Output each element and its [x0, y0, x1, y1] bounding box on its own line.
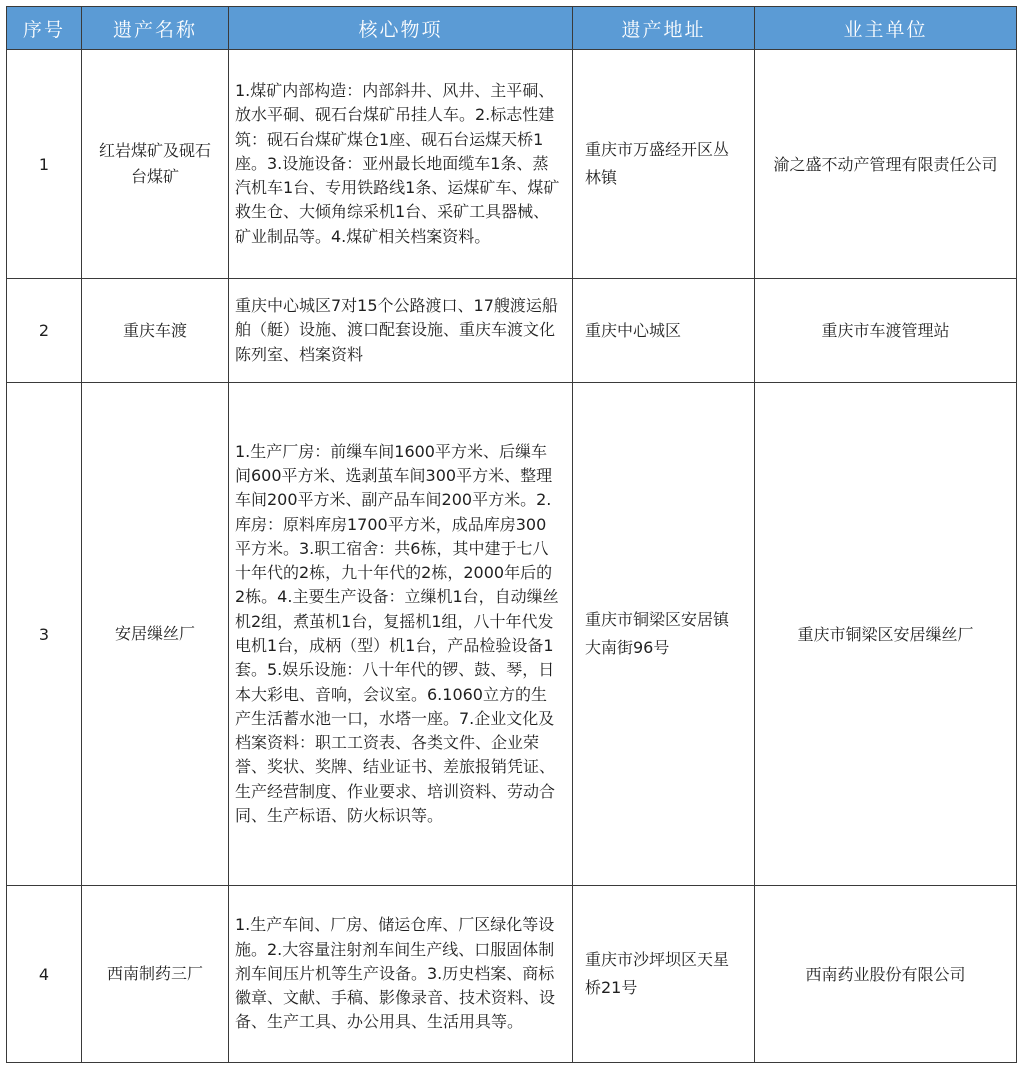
row-items: 1.生产厂房：前缫车间1600平方米、后缫车间600平方米、选剥茧车间300平方米、整理车间200平方米、副产品车间200平方米。2.库房：原料库房1700平方米，成品库房300平方米。3.职工宿舍：共6栋，其中建于七八十年代的2栋，九十年代的2栋，2000年后的2栋。4.主要生产设备：立缫机1台，自动缫丝机2组，煮茧机1台，复摇机1组，八十年代发电机1台，成柄（型）机1台，产品检验设备1套。5.娱乐设施：八十年代的锣、鼓、琴，日本大彩电、音响，会议室。6.1060立方的生产生活蓄水池一口，水塔一座。7.企业文化及档案资料：职工工资表、各类文件、企业荣誉、奖状、奖牌、结业证书、差旅报销凭证、生产经营制度、作业要求、培训资料、劳动合同、生产标语、防火标识等。	[229, 383, 573, 886]
row-name: 西南制药三厂	[82, 886, 229, 1063]
row-name: 重庆车渡	[82, 279, 229, 383]
row-address: 重庆市沙坪坝区天星桥21号	[573, 886, 755, 1063]
row-items: 1.煤矿内部构造：内部斜井、风井、主平硐、放水平硐、砚石台煤矿吊挂人车。2.标志性建筑：砚石台煤矿煤仓1座、砚石台运煤天桥1座。3.设施设备：亚州最长地面缆车1条、蒸汽机车1台、专用铁路线1条、运煤矿车、煤矿救生仓、大倾角综采机1台、采矿工具器械、矿业制品等。4.煤矿相关档案资料。	[229, 50, 573, 279]
row-address: 重庆市铜梁区安居镇大南街96号	[573, 383, 755, 886]
header-name: 遗产名称	[82, 7, 229, 50]
row-name: 红岩煤矿及砚石台煤矿	[82, 50, 229, 279]
header-num: 序号	[7, 7, 82, 50]
row-address: 重庆中心城区	[573, 279, 755, 383]
row-num: 2	[7, 279, 82, 383]
heritage-table	[6, 6, 1017, 1063]
table-row	[7, 886, 1017, 1063]
header-owner: 业主单位	[755, 7, 1017, 50]
table-row	[7, 383, 1017, 886]
header-row	[7, 7, 1017, 50]
row-address: 重庆市万盛经开区丛林镇	[573, 50, 755, 279]
table-row	[7, 279, 1017, 383]
row-name: 安居缫丝厂	[82, 383, 229, 886]
header-items: 核心物项	[229, 7, 573, 50]
row-items: 1.生产车间、厂房、储运仓库、厂区绿化等设施。2.大容量注射剂车间生产线、口服固体制剂车间压片机等生产设备。3.历史档案、商标徽章、文献、手稿、影像录音、技术资料、设备、生产工具、办公用具、生活用具等。	[229, 886, 573, 1063]
row-owner: 西南药业股份有限公司	[755, 886, 1017, 1063]
row-items: 重庆中心城区7对15个公路渡口、17艘渡运船舶（艇）设施、渡口配套设施、重庆车渡文化陈列室、档案资料	[229, 279, 573, 383]
row-owner: 重庆市铜梁区安居缫丝厂	[755, 383, 1017, 886]
header-address: 遗产地址	[573, 7, 755, 50]
row-owner: 重庆市车渡管理站	[755, 279, 1017, 383]
row-num: 3	[7, 383, 82, 886]
row-num: 4	[7, 886, 82, 1063]
table-row	[7, 50, 1017, 279]
row-num: 1	[7, 50, 82, 279]
row-owner: 渝之盛不动产管理有限责任公司	[755, 50, 1017, 279]
